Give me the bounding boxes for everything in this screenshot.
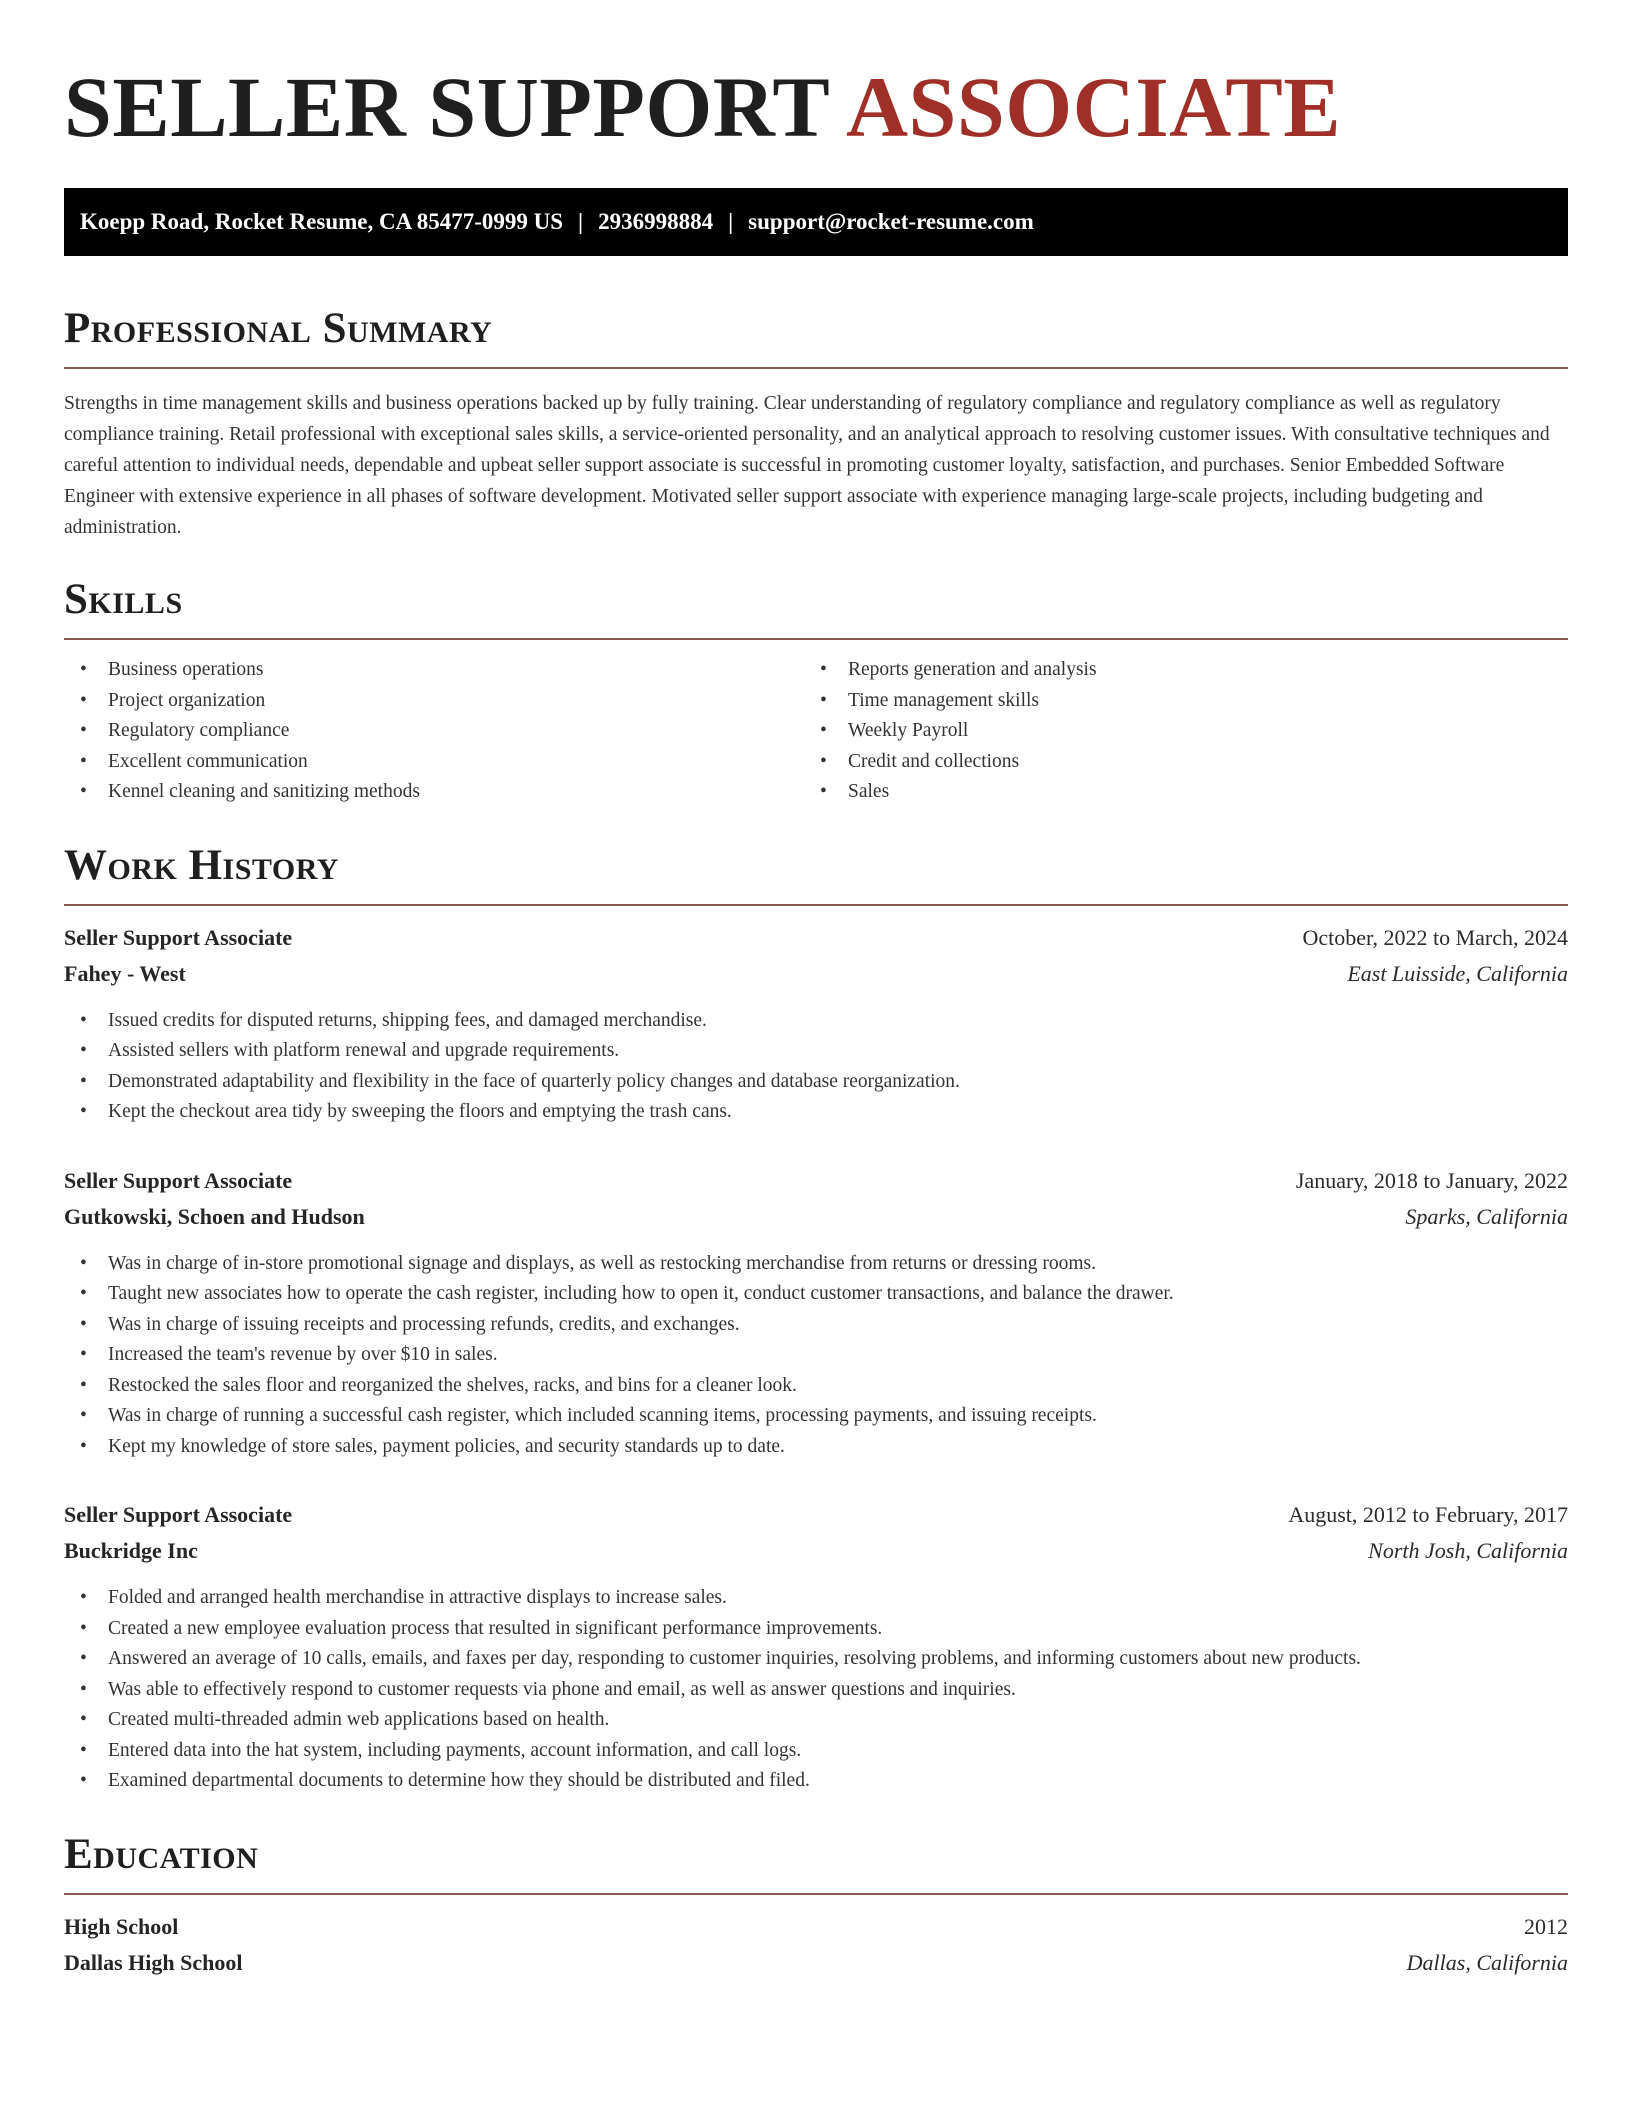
skills-section xyxy=(64,578,1568,808)
skill-item: • Regulatory compliance xyxy=(64,716,804,747)
education-degree: High School xyxy=(64,1913,179,1939)
section-divider xyxy=(64,904,1568,906)
job-bullet: • Was in charge of issuing receipts and processing refunds, credits, and exchanges. xyxy=(64,1310,1568,1341)
job-bullet: • Was in charge of running a successful cash register, which included scanning items, processing payments, and issuing receipts. xyxy=(64,1401,1568,1432)
skills-list-right xyxy=(804,655,1544,808)
skill-item: • Kennel cleaning and sanitizing methods xyxy=(64,777,804,808)
job-company-row xyxy=(64,1199,1568,1235)
summary-heading: Professional Summary xyxy=(64,305,493,352)
job-bullet: • Assisted sellers with platform renewal and upgrade requirements. xyxy=(64,1036,1568,1067)
skill-item: • Business operations xyxy=(64,655,804,686)
job-header-row xyxy=(64,1163,1568,1199)
job-bullet: • Kept the checkout area tidy by sweeping the floors and emptying the trash cans. xyxy=(64,1097,1568,1128)
job-title: Seller Support Associate xyxy=(64,1167,293,1193)
job-bullet: • Increased the team's revenue by over $10 in sales. xyxy=(64,1340,1568,1371)
job-entry xyxy=(64,1163,1568,1463)
resume-title xyxy=(64,59,1568,155)
skill-item: • Credit and collections xyxy=(804,747,1544,778)
job-company: Fahey - West xyxy=(64,960,186,986)
job-bullet: • Restocked the sales floor and reorganized the shelves, racks, and bins for a cleaner look. xyxy=(64,1371,1568,1402)
skills-grid xyxy=(64,655,1568,808)
summary-text: Strengths in time management skills and business operations backed up by fully training. Clear understanding of regulatory compliance and regulatory compliance as well as regulatory compliance training. Retail professional with exceptional sales skills, a service-oriented personality, and an analytical approach to resolving customer issues. With consultative techniques and careful attention to individual needs, dependable and upbeat seller support associate is successful in promoting customer loyalty, satisfaction, and purchases. Senior Embedded Software Engineer with extensive experience in all phases of software development. Motivated seller support associate with experience managing large-scale projects, including budgeting and administration. xyxy=(64,393,1550,538)
job-bullet: • Folded and arranged health merchandise in attractive displays to increase sales. xyxy=(64,1583,1568,1614)
skill-item: • Sales xyxy=(804,777,1544,808)
education-degree-row xyxy=(64,1909,1568,1945)
job-title: Seller Support Associate xyxy=(64,924,293,950)
job-bullet: • Created multi-threaded admin web applications based on health. xyxy=(64,1705,1568,1736)
section-divider xyxy=(64,367,1568,369)
contact-phone: 2936998884 xyxy=(598,209,714,234)
education-school-row xyxy=(64,1945,1568,1981)
job-dates: August, 2012 to February, 2017 xyxy=(1288,1502,1568,1527)
work-history-heading: Work History xyxy=(64,841,339,889)
job-header-row xyxy=(64,1497,1568,1533)
job-bullets xyxy=(64,1249,1568,1463)
job-location: East Luisside, California xyxy=(1347,960,1568,986)
education-school: Dallas High School xyxy=(64,1949,243,1975)
skills-list-left xyxy=(64,655,804,808)
education-year: 2012 xyxy=(1524,1913,1568,1939)
job-bullet: • Demonstrated adaptability and flexibility in the face of quarterly policy changes and database reorganization. xyxy=(64,1067,1568,1098)
contact-bar xyxy=(64,188,1568,256)
skill-item: • Time management skills xyxy=(804,686,1544,717)
job-bullet: • Issued credits for disputed returns, shipping fees, and damaged merchandise. xyxy=(64,1006,1568,1037)
job-bullet: • Was able to effectively respond to customer requests via phone and email, as well as answer questions and inquiries. xyxy=(64,1675,1568,1706)
job-bullets xyxy=(64,1583,1568,1797)
education-heading: Education xyxy=(64,1830,259,1878)
skill-item: • Project organization xyxy=(64,686,804,717)
skill-item: • Weekly Payroll xyxy=(804,716,1544,747)
skills-heading: Skills xyxy=(64,576,183,623)
job-bullet: • Answered an average of 10 calls, emails, and faxes per day, responding to customer inquiries, resolving problems, and informing customers about new products. xyxy=(64,1644,1568,1675)
job-bullet: • Entered data into the hat system, including payments, account information, and call logs. xyxy=(64,1736,1568,1767)
job-bullet: • Taught new associates how to operate the cash register, including how to open it, conduct customer transactions, and balance the drawer. xyxy=(64,1279,1568,1310)
contact-separator: | xyxy=(728,209,734,234)
work-history-section xyxy=(64,841,1568,1797)
job-dates: October, 2022 to March, 2024 xyxy=(1302,924,1568,950)
job-bullet: • Created a new employee evaluation process that resulted in significant performance improvements. xyxy=(64,1614,1568,1645)
job-bullets xyxy=(64,1006,1568,1128)
job-dates: January, 2018 to January, 2022 xyxy=(1295,1167,1568,1193)
job-company: Gutkowski, Schoen and Hudson xyxy=(64,1203,365,1229)
section-divider xyxy=(64,1893,1568,1895)
job-company-row xyxy=(64,1533,1568,1569)
education-location: Dallas, California xyxy=(1406,1949,1568,1975)
job-bullet: • Was in charge of in-store promotional signage and displays, as well as restocking merchandise from returns or dressing rooms. xyxy=(64,1249,1568,1280)
job-location: North Josh, California xyxy=(1368,1538,1568,1563)
job-entry xyxy=(64,920,1568,1128)
education-entry xyxy=(64,1909,1568,1981)
job-company: Buckridge Inc xyxy=(64,1538,198,1563)
contact-separator: | xyxy=(578,209,584,234)
job-header-row xyxy=(64,920,1568,956)
skill-item: • Reports generation and analysis xyxy=(804,655,1544,686)
title-main: SELLER SUPPORT xyxy=(64,59,829,155)
job-company-row xyxy=(64,956,1568,992)
title-accent: ASSOCIATE xyxy=(845,59,1342,155)
summary-section xyxy=(64,307,1568,543)
job-bullet: • Kept my knowledge of store sales, payment policies, and security standards up to date. xyxy=(64,1432,1568,1463)
education-section xyxy=(64,1830,1568,1981)
section-divider xyxy=(64,638,1568,640)
job-bullet: • Examined departmental documents to determine how they should be distributed and filed. xyxy=(64,1766,1568,1797)
job-entry xyxy=(64,1497,1568,1797)
contact-address: Koepp Road, Rocket Resume, CA 85477-0999 US xyxy=(80,209,563,234)
skill-item: • Excellent communication xyxy=(64,747,804,778)
job-location: Sparks, California xyxy=(1405,1203,1568,1229)
contact-email: support@rocket-resume.com xyxy=(748,209,1034,234)
job-title: Seller Support Associate xyxy=(64,1502,293,1527)
